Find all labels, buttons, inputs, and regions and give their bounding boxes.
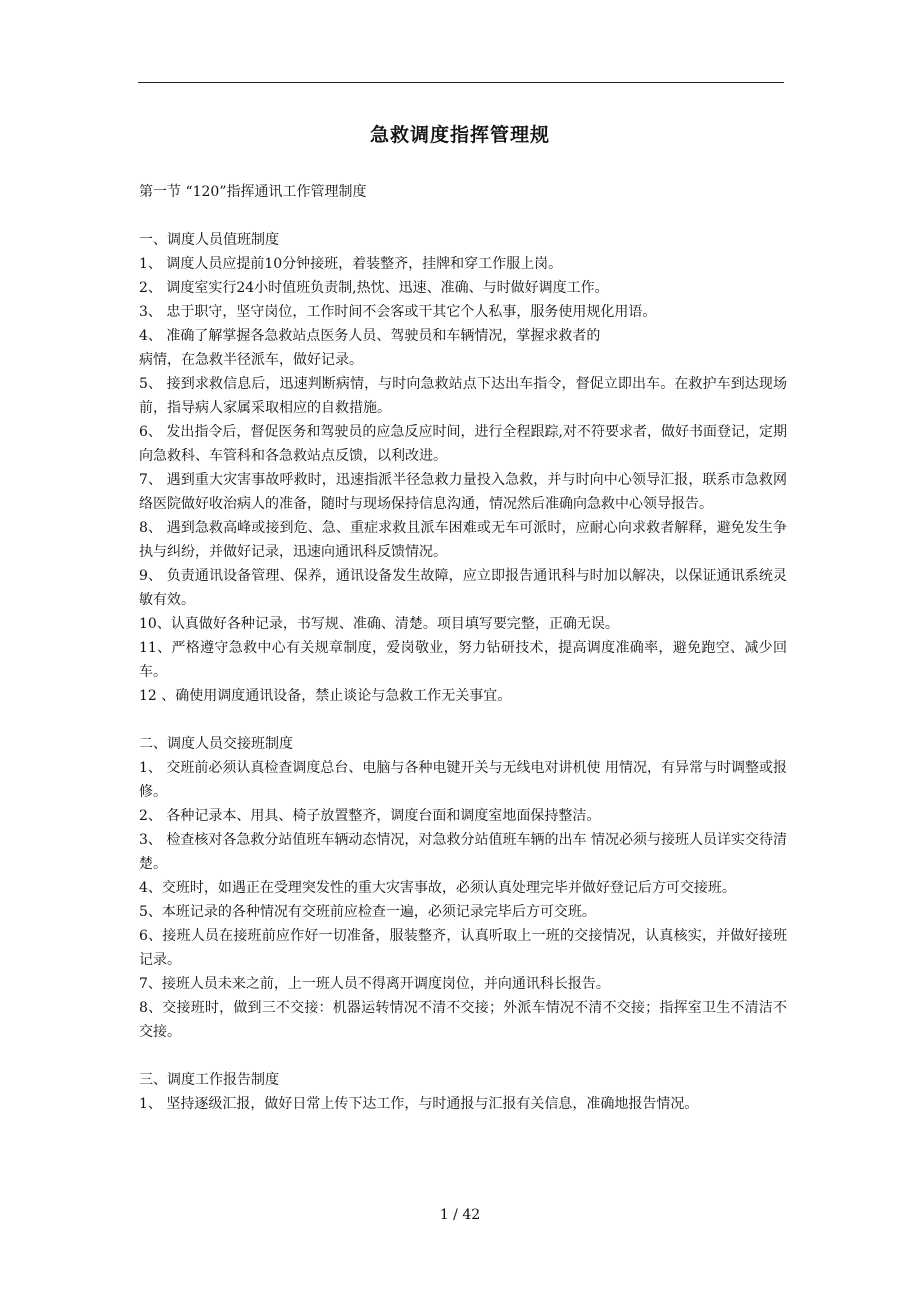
paragraph: 4、 准确了解掌握各急救站点医务人员、驾驶员和车辆情况，掌握求救者的: [139, 328, 601, 344]
part2-heading: 二、调度人员交接班制度: [139, 736, 293, 752]
paragraph: 3、 忠于职守，坚守岗位，工作时间不会客或干其它个人私事，服务使用规化用语。: [139, 304, 657, 320]
paragraph: 5、 接到求救信息后，迅速判断病情，与时向急救站点下达出车指令，督促立即出车。在救护车到达现场前，指导病人家属采取相应的自救措施。: [139, 376, 787, 416]
header-rule: [138, 82, 784, 83]
page-number: 1 / 42: [439, 1207, 481, 1223]
paragraph: 2、 各种记录本、用具、椅子放置整齐，调度台面和调度室地面保持整洁。: [139, 808, 601, 824]
part3-heading: 三、调度工作报告制度: [139, 1072, 279, 1088]
paragraph: 2、 调度室实行24小时值班负责制,热忱、迅速、准确、与时做好调度工作。: [139, 280, 609, 296]
part1-heading: 一、调度人员值班制度: [139, 232, 279, 248]
paragraph: 6、 发出指令后，督促医务和驾驶员的应急反应时间，进行全程跟踪,对不符要求者，做好书面登记，定期向急救科、车管科和各急救站点反馈，以利改进。: [139, 424, 787, 464]
paragraph: 7、 遇到重大灾害事故呼救时，迅速指派半径急救力量投入急救，并与时向中心领导汇报，联系市急救网络医院做好收治病人的准备，随时与现场保持信息沟通，情况然后准确向急救中心领导报告。: [139, 472, 787, 512]
paragraph: 1、 调度人员应提前10分钟接班，着装整齐，挂牌和穿工作服上岗。: [139, 256, 563, 272]
section-heading: 第一节 “120”指挥通讯工作管理制度: [139, 184, 367, 200]
paragraph: 病情，在急救半径派车，做好记录。: [139, 352, 363, 368]
paragraph: 10、认真做好各种记录，书写规、准确、清楚。项目填写要完整，正确无误。: [139, 616, 619, 632]
document-title: 急救调度指挥管理规: [369, 124, 550, 146]
paragraph: 3、 检查核对各急救分站值班车辆动态情况，对急救分站值班车辆的出车 情况必须与接班人员详实交待清楚。: [139, 832, 787, 872]
paragraph: 8、 遇到急救高峰或接到危、急、重症求救且派车困难或无车可派时，应耐心向求救者解释，避免发生争执与纠纷，并做好记录，迅速向通讯科反馈情况。: [139, 520, 787, 560]
paragraph: 4、交班时，如遇正在受理突发性的重大灾害事故，必须认真处理完毕并做好登记后方可交接班。: [139, 880, 736, 896]
paragraph: 1、 交班前必须认真检查调度总台、电脑与各种电键开关与无线电对讲机使 用情况，有异常与时调整或报修。: [139, 760, 787, 800]
paragraph: 8、交接班时，做到三不交接：机器运转情况不清不交接；外派车情况不清不交接；指挥室卫生不清洁不交接。: [139, 1000, 787, 1040]
paragraph: 9、 负责通讯设备管理、保养，通讯设备发生故障，应立即报告通讯科与时加以解决，以保证通讯系统灵敏有效。: [139, 568, 787, 608]
paragraph: 11、严格遵守急救中心有关规章制度，爱岗敬业，努力钻研技术，提高调度准确率，避免跑空、减少回车。: [139, 640, 787, 680]
paragraph: 1、 坚持逐级汇报，做好日常上传下达工作，与时通报与汇报有关信息，准确地报告情况。: [139, 1096, 699, 1112]
paragraph: 7、接班人员未来之前，上一班人员不得离开调度岗位，并向通讯科长报告。: [139, 976, 610, 992]
paragraph: 12 、确使用调度通讯设备，禁止谈论与急救工作无关事宜。: [139, 688, 512, 704]
paragraph: 5、本班记录的各种情况有交班前应检查一遍，必须记录完毕后方可交班。: [139, 904, 596, 920]
paragraph: 6、接班人员在接班前应作好一切准备，服装整齐，认真听取上一班的交接情况，认真核实，并做好接班记录。: [139, 928, 787, 968]
document-body: [139, 180, 787, 1116]
